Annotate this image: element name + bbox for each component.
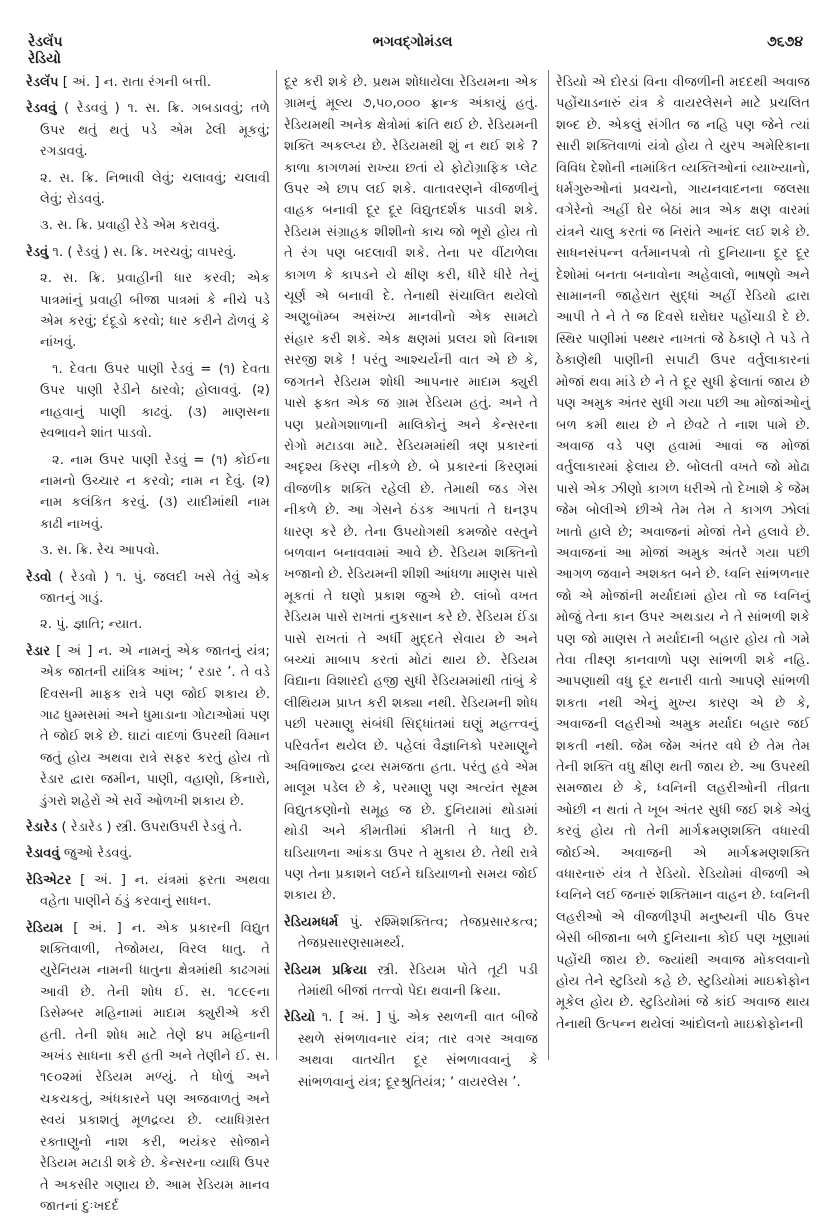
definition-text: ( રેડવવું ) ૧. સ. ક્રિ. ગબડાવવું; તળે ઉપર થતું થતું પડે એમ ઢેલી મૂકવું; રગડાવવું. <box>40 101 270 160</box>
dictionary-entry <box>26 918 270 1218</box>
definition-text: પું. રશ્મિશક્તિત્વ; તેજપ્રસારકત્વ; તેજપ્રસારણસામર્થ્ય. <box>298 914 538 952</box>
definition-text: ૧. ( રેડવું ) સ. ક્રિ. ખરચવું; વાપરવું. <box>48 244 237 260</box>
definition-text: [ અં. ] ન. એક પ્રકારની વિદ્યુત શક્તિવાળી, તેજોમય, વિરલ ધાતુ. તે યુરેનિયમ નામની ધાતુના ક્ષેત્રમાંથી કાઢગમાં આવી છે. તેની શોધ ઈ. સ. ૧૮૯૯ના ડિસેમ્બર મહિનામાં માદામ ક્યુરીએ કરી હતી. તેની શોધ માટે તેણે ૪૫ મહિનાની અખંડ સાધના કરી હતી અને તેણીને ઈ. સ. ૧૯૦૨માં રેડિયમ મળ્યું. તે ધોળું અને ચકચકતું, અંધકારને પણ અજવાળતું અને સ્વયં પ્રકાશતું મૂળદ્રવ્ય છે. વ્યાધિગ્રસ્ત રક્તાણુનો નાશ કરી, ભયંકર સોજાને રેડિયમ મટાડી શકે છે. કેન્સરના વ્યાધિ ઉપર તે અકસીર ગણાય છે. આમ રેડિયમ માનવ જાતનાં દુઃખદર્દ <box>40 920 270 1214</box>
definition-text: સ્ત્રી. રેડિયમ પોતે તૂટી પડી તેમાંથી બીજાં તત્ત્વો પેદા થવાની ક્રિયા. <box>298 962 539 1000</box>
entry-paragraph <box>26 540 270 561</box>
column-1 <box>26 72 270 1222</box>
dictionary-entry <box>284 1007 538 1093</box>
column-divider <box>276 70 277 1060</box>
entry-paragraph <box>26 359 270 445</box>
definition-text: ૨. સ. ક્રિ. પ્રવાહીની ધાર કરવી; એક પાત્રમાંનું પ્રવાહી બીજા પાત્રમાં કે નીચે પડે એમ કરવું; દંદૂડો કરવો; ધાર કરીને ઢોળવું કે નાંખવું. <box>40 271 270 351</box>
dictionary-entry <box>26 98 270 162</box>
entry-paragraph <box>556 72 810 1035</box>
headword: રેડવું <box>26 244 49 260</box>
headword: રેડાવવું <box>26 846 60 862</box>
definition-text: ( રેડવો ) ૧. પું. જલદી ખસે તેવું એક જાતનું ગાડું. <box>40 569 270 606</box>
dictionary-entry <box>284 912 538 955</box>
dictionary-entry <box>26 567 270 610</box>
dictionary-entry <box>26 242 270 263</box>
page-header <box>0 34 825 70</box>
headword: રેડારેડ <box>26 820 58 835</box>
headword: રેડવો <box>26 569 52 585</box>
definition-text: [ અં. ] ન. યંત્રમાં ફરતા અથવા વહેતા પાણીને ઠંડું કરવાનું સાધન. <box>40 872 270 910</box>
definition-text: ૧. દેવતા ઉપર પાણી રેડવું = (૧) દેવતા ઉપર પાણી રેડીને ઠારવો; હોલાવવું. (૨) નાહવાનું પાણી કાઢવું. (૩) માણસના સ્વભાવને શાંત પાડવો. <box>40 361 270 442</box>
dictionary-entry <box>26 817 270 838</box>
page-number: ૭૬૭૪ <box>767 34 803 50</box>
dictionary-entry <box>26 72 270 93</box>
dictionary-entry <box>284 960 538 1003</box>
column-divider <box>548 70 549 1060</box>
definition-text: ૩. સ. ક્રિ. રેચ આપવો. <box>40 543 160 559</box>
definition-text: દૂર કરી શકે છે. પ્રથમ શોધાયેલા રેડિયમના એક ગ્રામનું મૂલ્ય ૭,૫૦,૦૦૦ ફ્રાન્ક અંકાયું હતું. રેડિયમથી અનેક ક્ષેત્રોમાં ક્રાંતિ થઈ છે. રેડિયમની શક્તિ અકલ્પ્ય છે. રેડિયમથી શું ન થઈ શકે ? કાળા કાગળમાં રાખ્યા છતાં યે ફોટોગ્રાફિક પ્લેટ ઉપર એ છાપ લઈ શકે. વાતાવરણને વીજળીનું વાહક બનાવી દૂર દૂર વિદ્યુતદર્શક પાડવી શકે. રેડિયમ સંગ્રાહક શીશીનો કાચ જો ભૂરો હોય તો તે રંગ પણ બદલાવી શકે. તેના પર વીંટાળેલા કાગળ કે કાપડને યે ક્ષીણ કરી, ધીરે ધીરે તેનું ચૂર્ણ એ બનાવી દે. તેનાથી સંચાલિત થયેલો અણુબૉમ્બ અસંખ્ય માનવીનો એક સામટો સંહાર કરી શકે. એક ક્ષણમાં પ્રલય શો વિનાશ સરજી શકે ! પરંતુ આશ્ચર્યની વાત એ છે કે, જગતને રેડિયમ શોધી આપનાર માદામ ક્યુરી પાસે ફક્ત એક જ ગ્રામ રેડિયમ હતું. અને તે પણ પ્રયોગશાળાની માલિકોનું અને કેન્સરના રોગો મટાડવા માટે. રેડિયમમાંથી ત્રણ પ્રકારનાં અદૃશ્ય કિરણ નીકળે છે. બે પ્રકારનાં કિરણમાં વીજળીક શક્તિ રહેલી છે. તેમાથી જડ ગેસ નીકળે છે. આ ગેસને ઠંડક આપતાં તે ઘનરૂપ ધારણ કરે છે. તેના ઉપયોગથી કમજોર વસ્તુને બળવાન બનાવવામાં આવે છે. રેડિયમ શક્તિનો ખજાનો છે. રેડિયમની શીશી આંધળા માણસ પાસે મૂકતાં તે ઘણો પ્રકાશ જુએ છે. લાંબો વખત રેડિયમ પાસે રાખતાં નુકસાન કરે છે. રેડિયમ ઈંડા પાસે રાખતાં તે અર્ધી મુદ્દતે સેવાય છે અને બચ્ચાં માબાપ કરતાં મોટાં થાય છે. રેડિયમ વિદ્યાના વિશારદો હજી સુધી રેડિયમમાંથી તાંબું કે લીથિયમ પ્રાપ્ત કરી શક્યા નથી. રેડિયમની શોધ પછી પરમાણુ સંબંધી સિદ્ધાંતમાં ઘણું મહત્ત્વનું પરિવર્તન થયેલ છે. પહેલાં વૈજ્ઞાનિકો પરમાણુને અવિભાજ્ય દ્રવ્ય સમજતા હતા. પરંતુ હવે એમ માલૂમ પડેલ છે કે, પરમાણુ પણ અત્યંત સૂક્ષ્મ વિદ્યુતકણોનો સમૂહ જ છે. દુનિયામાં થોડામાં થોડી અને કીમતીમાં કીમતી તે ધાતુ છે. ઘડિયાળના આંકડા ઉપર તે મુકાય છે. તેથી રાત્રે પણ તેના પ્રકાશને લઈને ઘડિયાળનો સમય જોઈ શકાય છે. <box>284 75 538 904</box>
entry-paragraph <box>284 72 538 907</box>
definition-text: ( રેડારેડ ) સ્ત્રી. ઉપરાઉપરી રેડવું તે. <box>57 820 243 835</box>
headword: રેડિયમ પ્રક્રિયા <box>284 962 367 978</box>
definition-text: રેડિયો એ દોરડાં વિના વીજળીની મદદથી અવાજ પહોંચાડનારું યંત્ર કે વાયરલેસને માટે પ્રચલિત શબ્દ છે. એકલું સંગીત જ નહિ પણ જેને ત્યાં સારી શક્તિવાળાં યંત્રો હોય તે યુરપ અમેરિકાના વિવિધ દેશોની નામાંકિત વ્યક્તિઓનાં વ્યાખ્યાનો, ધર્મગુરુઓનાં પ્રવચનો, ગાયનવાદનના જલસા વગેરેનો અહીં ઘેર બેઠાં માત્ર એક ક્ષણ વારમાં યંત્રને ચાલુ કરતાં જ નિરાંતે આનંદ લઈ શકે છે. સાધનસંપન્ન વર્તમાનપત્રો તો દુનિયાના દૂર દૂર દેશોમાં બનતા બનાવોના અહેવાલો, ભાષણો અને સામાનની જાહેરાત સુદ્ધાં અહીં રેડિયો દ્વારા આપી તે ને તે જ દિવસે ઘરોઘર પહોંચાડી દે છે. સ્થિર પાણીમાં પથ્થર નાખતાં જે ઠેકાણે તે પડે તે ઠેકાણેથી પાણીની સપાટી ઉપર વર્તુલાકારનાં મોજાં થવા માંડે છે ને તે દૂર સુધી ફેલાતાં જાય છે પણ અમુક અંતર સુધી ગયા પછી આ મોજાંઓનું બળ કમી થાય છે ને છેવટે તે નાશ પામે છે. અવાજ વડે પણ હવામાં આવાં જ મોજાં વર્તુલાકારમાં ફેલાય છે. બોલતી વખતે જો મોઢા પાસે એક ઝીણો કાગળ ધરીએ તો દેખાશે કે જેમ જેમ બોલીએ છીએ તેમ તેમ તે કાગળ ઝોલાં ખાતો હાલે છે; અવાજનાં મોજાં તેને હલાવે છે. અવાજનાં આ મોજાં અમુક અંતરે ગયા પછી આગળ જવાને અશક્ત બને છે. ધ્વનિ સાંભળનાર જો એ મોજાંની મર્યાદામાં હોય તો જ ધ્વનિનું મોજું તેના કાન ઉપર અથડાય ને તે સાંભળી શકે પણ જો માણસ તે મર્યાદાની બહાર હોય તો ગમે તેવા તીક્ષ્ણ કાનવાળો પણ સાંભળી શકે નહિ. આપણાથી વધુ દૂર થનારી વાતો આપણે સાંભળી શકતા નથી એનું મુખ્ય કારણ એ છે કે, અવાજની લહરીઓ અમુક મર્યાદા બહાર જઈ શકતી નથી. જેમ જેમ અંતર વધે છે તેમ તેમ તેની શક્તિ વધુ ક્ષીણ થતી જાય છે. આ ઉપરથી સમજાય છે કે, ધ્વનિની લહરીઓની તીવ્રતા ઓછી ન થતાં તે ખૂબ અંતર સુધી જઈ શકે એવું કરવું હોય તો તેની માર્ગક્રમણશક્તિ વધારવી જોઈએ. અવાજની એ માર્ગક્રમણશક્તિ વધારનારું યંત્ર તે રેડિયો. રેડિયોમાં વીજળી એ ધ્વનિને લઈ જનારું શક્તિમાન વાહન છે. ધ્વનિની લહરીઓ એ વીજળીરૂપી મનુષ્યની પીઠ ઉપર બેસી બીજાના બળે દુનિયાના કોઈ પણ ખૂણામાં પહોંચી જાય છે. જ્યાંથી અવાજ મોકલવાનો હોય તેને સ્ટુડિયો કહે છે. સ્ટુડિયોમાં માઇક્રોફોન મૂકેલ હોય છે. સ્ટુડિયોમાં જે કાંઈ અવાજ થાય તેનાથી ઉત્પન્ન થયેલાં આંદોલનો માઇક્રોફોનની <box>556 75 811 1032</box>
running-title: ભગવદ્ગોમંડલ <box>372 34 453 50</box>
entry-paragraph <box>26 614 270 635</box>
definition-text: જુઓ રેડવવું. <box>59 846 133 862</box>
definition-text: ૧. [ અં. ] પું. એક સ્થળની વાત બીજે સ્થળે સંભળાવનાર યંત્ર; તાર વગર અવાજ અથવા વાતચીત દૂર સંભળાવવાનું કે સાંભળવાનું યંત્ર; દૂરશ્રુતિયંત્ર; ‘ વાયરલેસ ’. <box>298 1010 538 1090</box>
headword: રેડિએટર <box>26 872 72 888</box>
guide-word-first: રેડલૅંપ <box>28 34 63 50</box>
definition-text: ૨. પું. જ્ઞાતિ; ન્યાત. <box>40 617 143 633</box>
headword: રેડલૅંપ <box>26 75 59 90</box>
definition-text: ૨. સ. ક્રિ. નિભાવી લેવું; ચલાવવું; ચલાવી લેવું; રોડવવું. <box>40 170 270 208</box>
dictionary-entry <box>26 641 270 812</box>
column-3 <box>556 72 810 1040</box>
entry-paragraph <box>26 168 270 211</box>
definition-text: ૨. નામ ઉપર પાણી રેડવું = (૧) કોઈના નામનો ઉચ્ચાર ન કરવો; નામ ન દેવું. (૨) નામ કલંકિત કરવું. (૩) યાદીમાંથી નામ કાઢી નાખવું. <box>40 452 270 532</box>
dictionary-entry <box>26 870 270 913</box>
headword: રેડિયો <box>284 1010 316 1026</box>
entry-paragraph <box>26 450 270 536</box>
column-2 <box>284 72 538 1098</box>
headword: રેડાર <box>26 643 51 659</box>
headword: રેડિયમધર્મ <box>284 914 339 930</box>
definition-text: ૩. સ. ક્રિ. પ્રવાહી રેડે એમ કરાવવું. <box>40 218 220 234</box>
dictionary-entry <box>26 843 270 864</box>
guide-word-last: રેડિયો <box>28 51 62 67</box>
entry-paragraph <box>26 215 270 236</box>
entry-paragraph <box>26 268 270 354</box>
definition-text: [ અં. ] ન. રાતા રંગની બત્તી. <box>58 75 212 90</box>
definition-text: [ અં ] ન. એ નામનું એક જાતનું યંત્ર; એક જાતની યાંત્રિક આંખ; ‘ રડાર ’. તે વડે દિવસની માફક રાત્રે પણ જોઈ શકાય છે. ગાઢ ધુમ્મસમાં અને ધુમાડાના ગોટાઓમાં પણ તે જોઈ શકે છે. ઘાટાં વાદળાં ઉપરથી વિમાન જતું હોય અથવા રાત્રે સફર કરતું હોય તો રેડાર દ્વારા જમીન, પાણી, વહાણો, કિનારો, ડુંગરો શહેરો એ સર્વે ઓળખી શકાય છે. <box>40 643 270 809</box>
headword: રેડિયમ <box>26 920 64 936</box>
headword: રેડવવું <box>26 101 57 117</box>
